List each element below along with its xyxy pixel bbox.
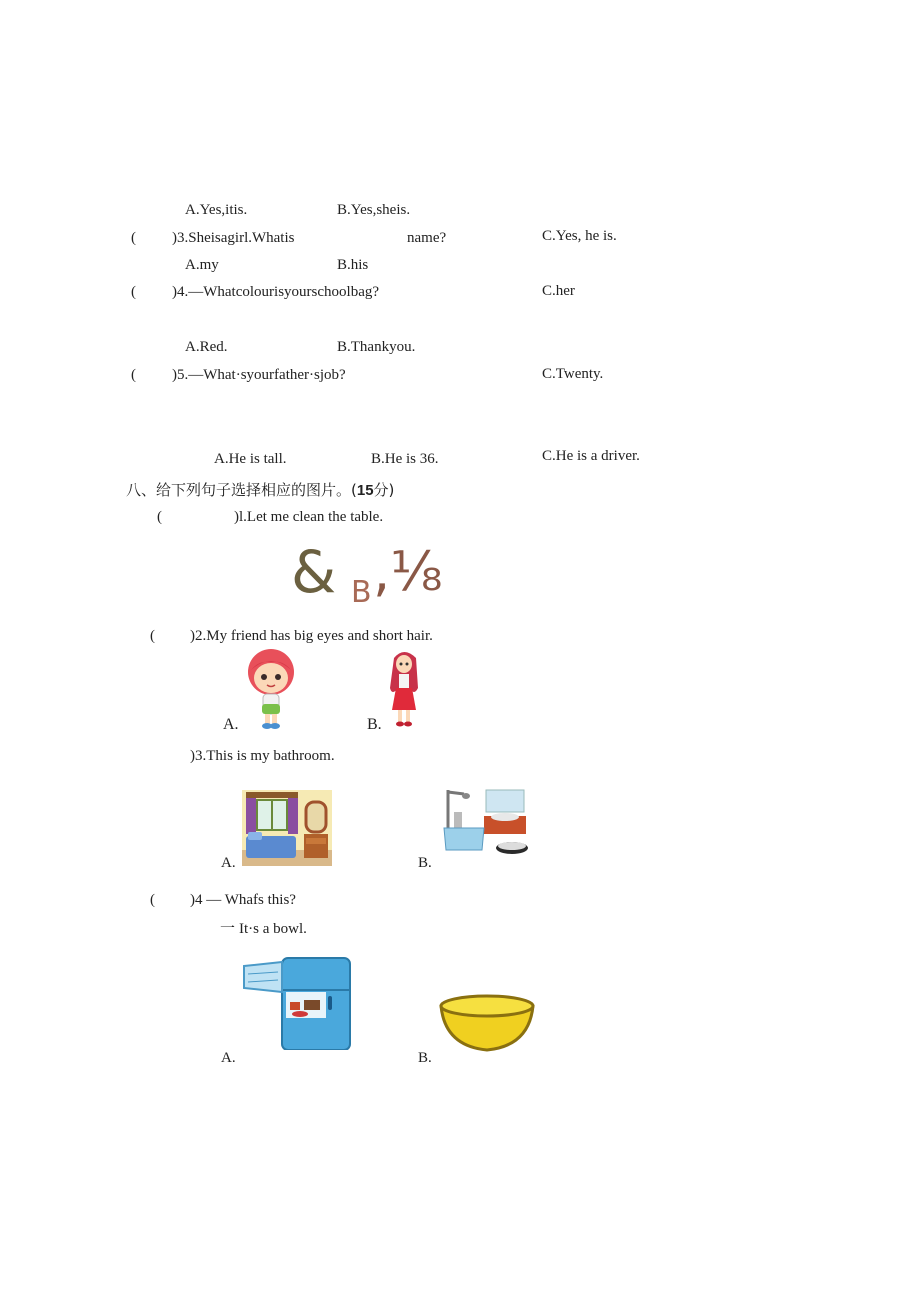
fridge-image <box>242 954 354 1050</box>
short-hair-girl-image <box>243 648 299 730</box>
q5-option-c: C.He is a driver. <box>542 448 640 464</box>
s8-q4-label-a: A. <box>221 1050 236 1066</box>
bowl-image <box>437 992 537 1052</box>
s8-q2-stem: )2.My friend has big eyes and short hair. <box>190 628 433 644</box>
bedroom-image <box>242 790 332 866</box>
s8-q1-garbled-glyph-ampersand: & <box>291 538 337 606</box>
q5-option-a: A.He is tall. <box>214 451 287 467</box>
q3-option-b: B.his <box>337 257 369 273</box>
q3-stem: )3.Sheisagirl.Whatis <box>172 230 295 246</box>
s8-q2-label-a: A. <box>223 716 239 733</box>
q3-option-c: C.her <box>542 283 575 299</box>
q3-option-a: A.my <box>185 257 219 273</box>
q2-option-c: C.Yes, he is. <box>542 228 617 244</box>
q5-stem: )5.—What·syourfather·sjob? <box>172 367 346 383</box>
s8-q1-answer-paren: ( <box>157 509 162 525</box>
q3-stem-end: name? <box>407 230 447 246</box>
section-8-title: 八、给下列句子选择相应的图片。(15分) <box>126 481 395 499</box>
s8-q1-garbled-glyph-fraction: ,⅛ <box>373 540 443 603</box>
s8-q1-stem: )l.Let me clean the table. <box>234 509 384 525</box>
s8-q4-answer-paren: ( <box>150 892 155 908</box>
q4-answer-paren: ( <box>131 284 136 300</box>
s8-q4-answer: 一 It·s a bowl. <box>220 921 307 937</box>
q4-option-b: B.Thankyou. <box>337 339 416 355</box>
q5-answer-paren: ( <box>131 367 136 383</box>
s8-q1-garbled-glyph-b: B <box>351 575 372 610</box>
s8-q2-label-b: B. <box>367 716 382 733</box>
q5-option-b: B.He is 36. <box>371 451 439 467</box>
s8-q2-answer-paren: ( <box>150 628 155 644</box>
q4-option-a: A.Red. <box>185 339 228 355</box>
s8-q3-label-a: A. <box>221 855 236 871</box>
q4-stem: )4.—Whatcolourisyourschoolbag? <box>172 284 380 300</box>
long-hair-girl-image <box>384 648 424 730</box>
s8-q4-label-b: B. <box>418 1050 432 1066</box>
s8-q3-label-b: B. <box>418 855 432 871</box>
s8-q3-stem: )3.This is my bathroom. <box>190 748 335 764</box>
q3-answer-paren: ( <box>131 230 136 246</box>
q2-option-a: A.Yes,itis. <box>185 202 248 218</box>
s8-q4-stem: )4 — Whafs this? <box>190 892 296 908</box>
q2-option-b: B.Yes,sheis. <box>337 202 411 218</box>
q4-option-c: C.Twenty. <box>542 366 604 382</box>
bathroom-image <box>440 784 532 862</box>
